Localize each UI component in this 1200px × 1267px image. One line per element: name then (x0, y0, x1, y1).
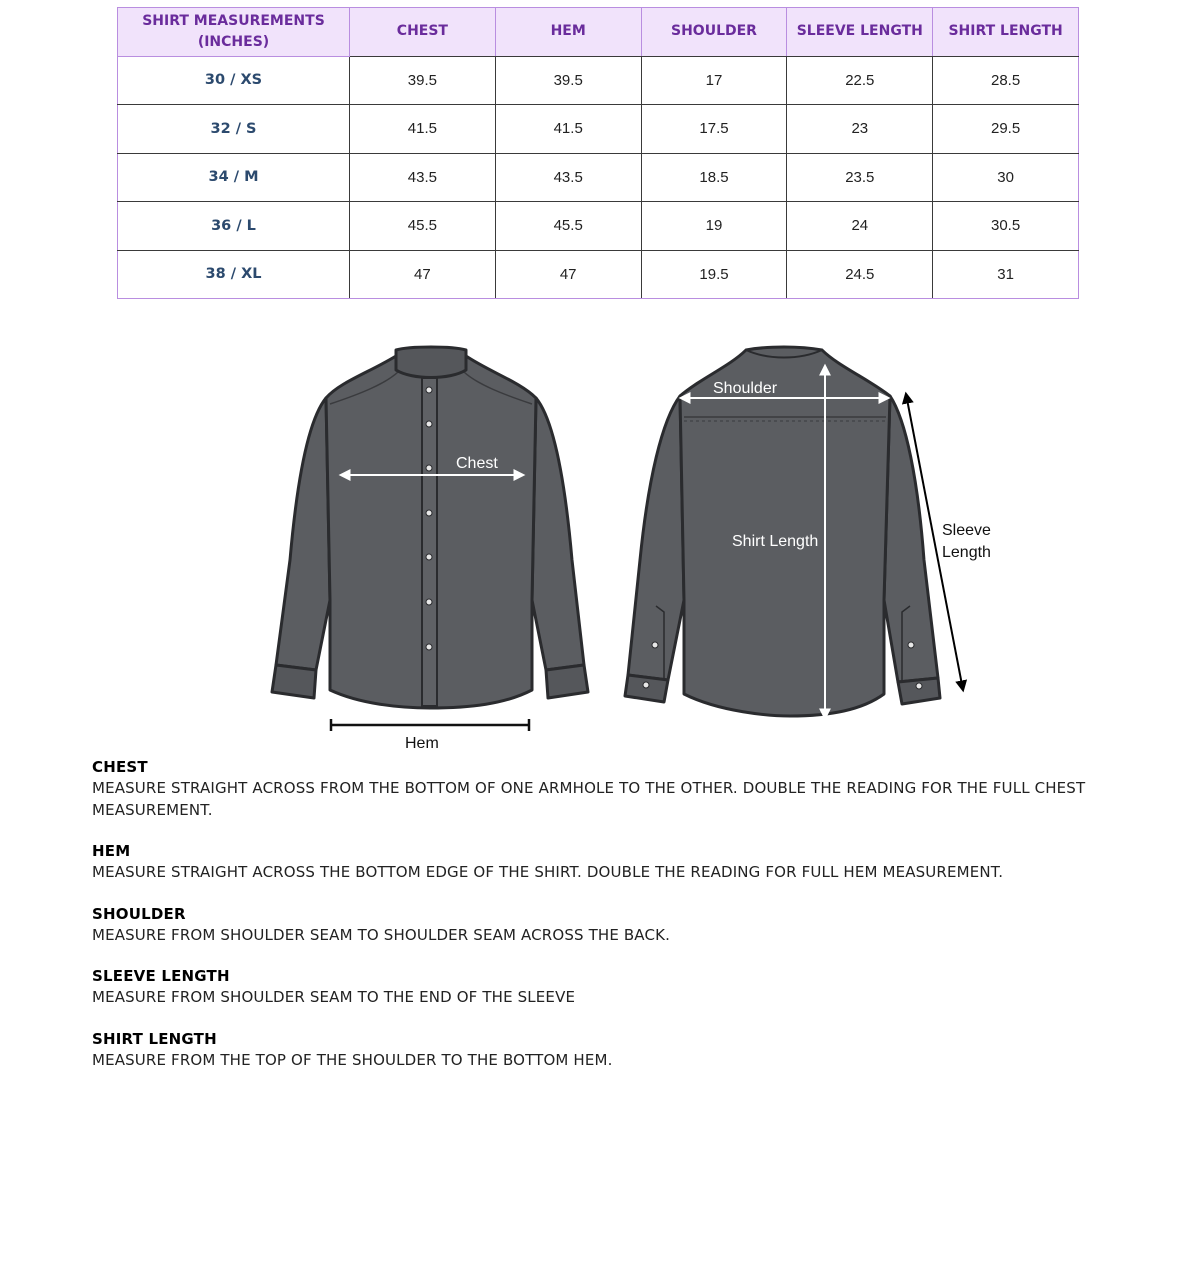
back-body (680, 347, 890, 716)
header-sleeve-length: SLEEVE LENGTH (787, 8, 933, 57)
hem-value: 45.5 (495, 202, 641, 251)
hem-value: 43.5 (495, 153, 641, 202)
instruction-sleeve-length (92, 966, 1102, 1009)
hem-label: Hem (405, 735, 439, 752)
front-right-cuff (546, 665, 588, 698)
sleeve-length-value: 24 (787, 202, 933, 251)
instruction-text: MEASURE FROM SHOULDER SEAM TO SHOULDER SEAM ACROSS THE BACK. (92, 925, 670, 944)
sleeve-length-value: 23 (787, 105, 933, 154)
chest-value: 45.5 (350, 202, 496, 251)
instruction-title: SHIRT LENGTH (92, 1029, 217, 1048)
sleeve-length-label-line2: Length (942, 544, 991, 561)
shoulder-value: 17.5 (641, 105, 787, 154)
shoulder-label: Shoulder (713, 380, 778, 397)
sleeve-length-value: 24.5 (787, 250, 933, 299)
hem-value: 47 (495, 250, 641, 299)
shirt-length-value: 28.5 (933, 56, 1079, 105)
front-shirt-drawing (272, 347, 588, 752)
back-shirt-drawing (625, 347, 991, 718)
header-hem: HEM (495, 8, 641, 57)
header-chest: CHEST (350, 8, 496, 57)
header-shoulder: SHOULDER (641, 8, 787, 57)
size-label: 32 / S (118, 105, 350, 154)
front-right-sleeve (532, 398, 584, 670)
instruction-shoulder (92, 904, 1102, 947)
sleeve-length-label-line1: Sleeve (942, 522, 991, 539)
instruction-shirt-length (92, 1029, 1102, 1072)
header-measurements: SHIRT MEASUREMENTS (INCHES) (118, 8, 350, 57)
header-shirt-length: SHIRT LENGTH (933, 8, 1079, 57)
instruction-text: MEASURE STRAIGHT ACROSS FROM THE BOTTOM OF ONE ARMHOLE TO THE OTHER. DOUBLE THE READING FOR THE FULL CHEST MEASUREMENT. (92, 779, 1086, 819)
back-left-cuff (625, 675, 668, 702)
instruction-text: MEASURE FROM SHOULDER SEAM TO THE END OF THE SLEEVE (92, 988, 576, 1006)
instruction-text: MEASURE FROM THE TOP OF THE SHOULDER TO THE BOTTOM HEM. (92, 1050, 613, 1069)
hem-value: 39.5 (495, 56, 641, 105)
hem-measure-line (331, 719, 529, 731)
size-label: 36 / L (118, 202, 350, 251)
shirt-length-value: 30.5 (933, 202, 1079, 251)
front-left-cuff (272, 665, 316, 698)
shoulder-value: 18.5 (641, 153, 787, 202)
back-right-cuff (898, 678, 940, 704)
back-left-sleeve (628, 396, 684, 680)
instruction-text: MEASURE STRAIGHT ACROSS THE BOTTOM EDGE OF THE SHIRT. DOUBLE THE READING FOR FULL HEM MEASUREMENT. (92, 863, 1004, 881)
front-collar (396, 347, 466, 378)
shirt-length-value: 30 (933, 153, 1079, 202)
size-label: 38 / XL (118, 250, 350, 299)
chest-value: 39.5 (350, 56, 496, 105)
instruction-hem (92, 841, 1102, 884)
shoulder-value: 19.5 (641, 250, 787, 299)
back-right-sleeve (884, 396, 938, 682)
chest-value: 43.5 (350, 153, 496, 202)
sleeve-length-value: 23.5 (787, 153, 933, 202)
size-label: 30 / XS (118, 56, 350, 105)
shoulder-value: 17 (641, 56, 787, 105)
instruction-title: CHEST (92, 758, 148, 776)
chest-value: 47 (350, 250, 496, 299)
chest-value: 41.5 (350, 105, 496, 154)
instruction-chest (92, 757, 1102, 821)
size-label: 34 / M (118, 153, 350, 202)
instruction-title: SHOULDER (92, 904, 186, 923)
shirt-length-label: Shirt Length (732, 533, 819, 550)
instruction-title: HEM (92, 842, 131, 860)
measurement-instructions (92, 757, 1102, 1091)
shoulder-value: 19 (641, 202, 787, 251)
chest-label: Chest (456, 455, 498, 472)
instruction-title: SLEEVE LENGTH (92, 967, 230, 985)
hem-value: 41.5 (495, 105, 641, 154)
front-left-sleeve (276, 398, 330, 670)
shirt-length-value: 31 (933, 250, 1079, 299)
shirt-length-value: 29.5 (933, 105, 1079, 154)
sleeve-length-value: 22.5 (787, 56, 933, 105)
